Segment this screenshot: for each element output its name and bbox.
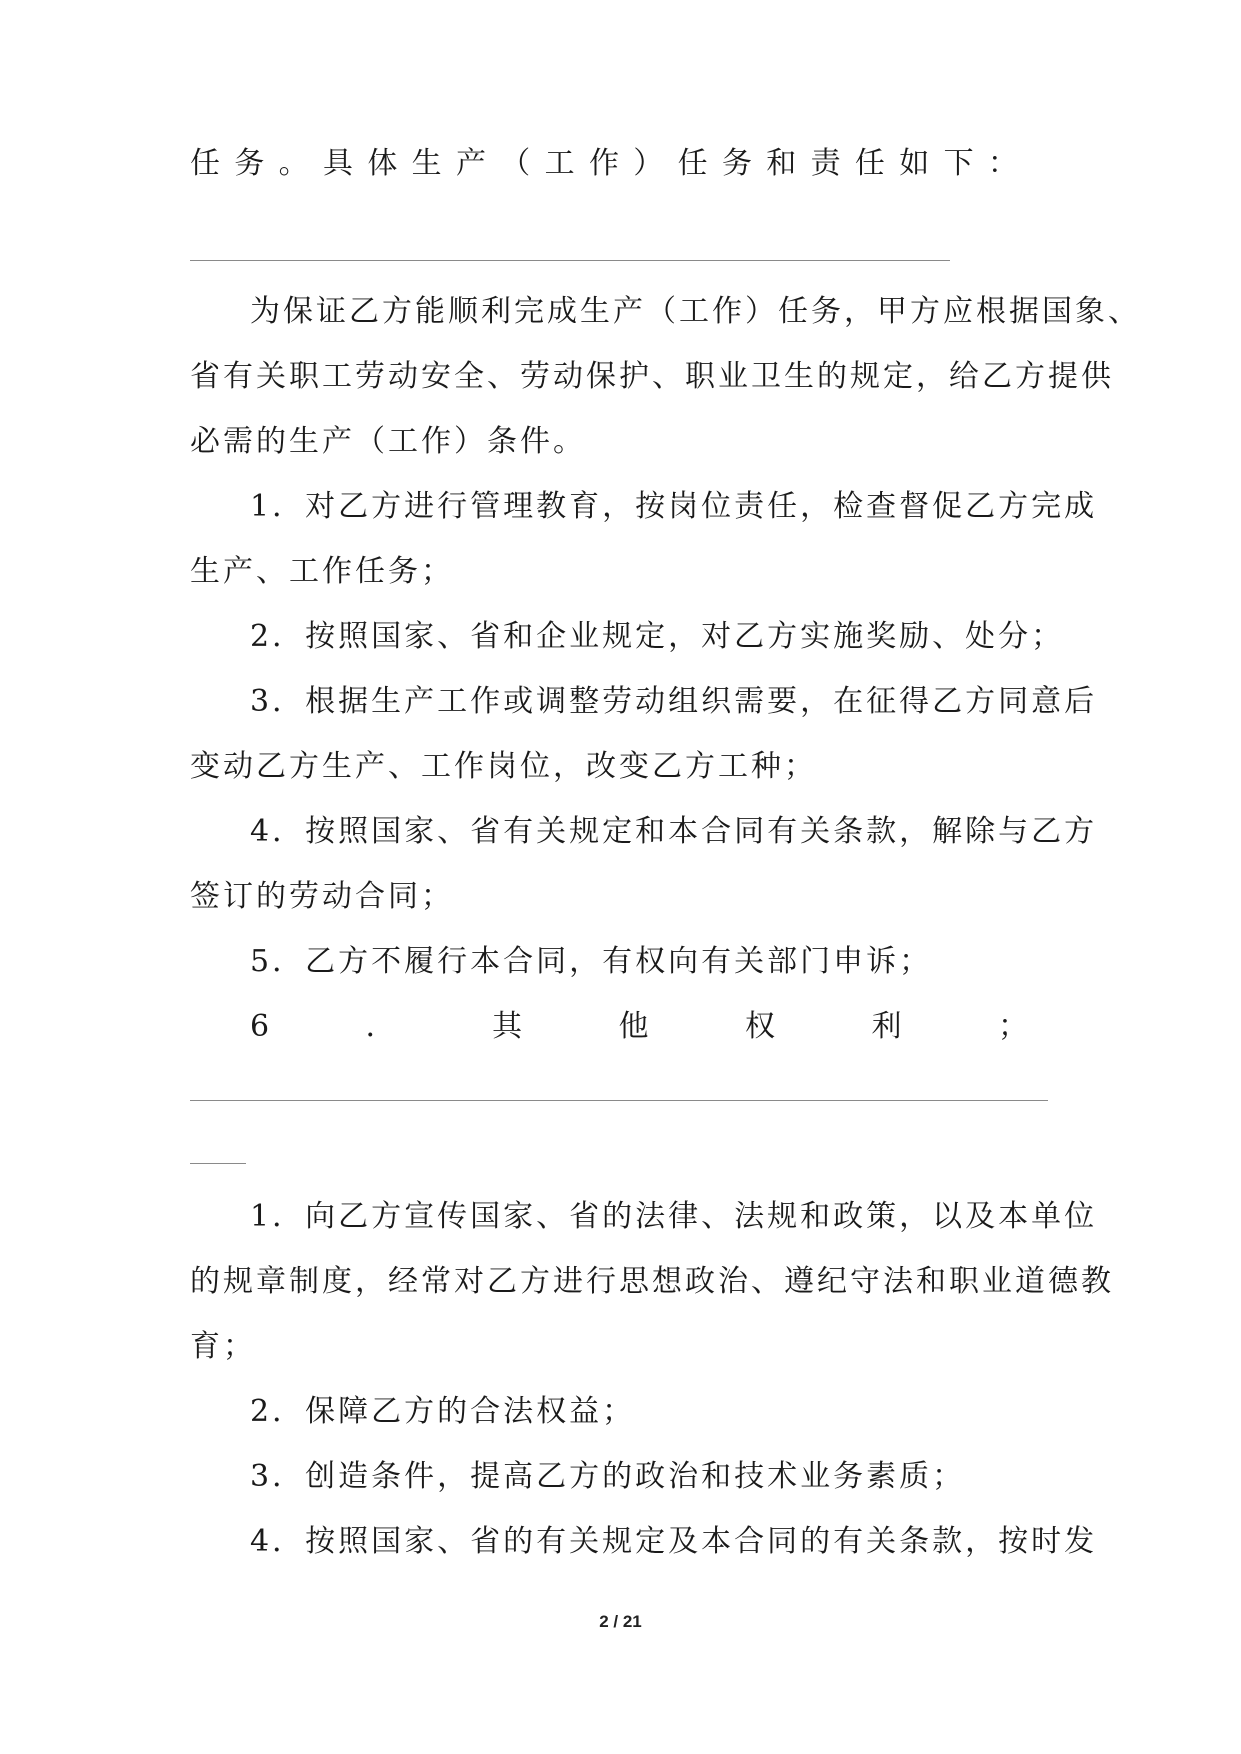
paragraph-line: 必需的生产（工作）条件。	[190, 424, 586, 459]
text-char: 工	[544, 146, 575, 181]
text-char: 他	[618, 1009, 649, 1044]
text-char: ：	[987, 146, 1018, 181]
text-char: 6	[250, 1009, 270, 1044]
text-char: 。	[278, 146, 309, 181]
text-char: 任	[190, 146, 220, 181]
text-char: ．	[365, 1009, 396, 1044]
text-char: 其	[492, 1009, 523, 1044]
list-item-line: 签订的劳动合同；	[190, 879, 454, 914]
list-item-line	[250, 1005, 1028, 1049]
text-char: 利	[871, 1009, 902, 1044]
list-item-line: 的规章制度，经常对乙方进行思想政治、遵纪守法和职业道德教	[190, 1264, 1114, 1299]
text-char: 务	[721, 146, 752, 181]
blank-fill-line	[190, 1100, 1048, 1101]
list-item-line: 2．按照国家、省和企业规定，对乙方实施奖励、处分；	[250, 619, 1065, 654]
text-char: 生	[411, 146, 442, 181]
blank-fill-line	[190, 260, 950, 261]
text-char: ）	[633, 146, 664, 181]
text-char: ；	[998, 1009, 1028, 1044]
list-item-line: 生产、工作任务；	[190, 554, 454, 589]
list-item-line: 育；	[190, 1329, 256, 1364]
text-char: 任	[854, 146, 885, 181]
list-item-line: 1．向乙方宣传国家、省的法律、法规和政策，以及本单位	[250, 1199, 1098, 1234]
blank-fill-line	[190, 1163, 246, 1164]
list-item-line: 3．创造条件，提高乙方的政治和技术业务素质；	[250, 1459, 966, 1494]
list-item-line: 5．乙方不履行本合同，有权向有关部门申诉；	[250, 944, 933, 979]
text-char: 和	[766, 146, 797, 181]
text-char: （	[500, 146, 531, 181]
list-item-line: 变动乙方生产、工作岗位，改变乙方工种；	[190, 749, 817, 784]
text-char: 作	[588, 146, 619, 181]
list-item-line: 2．保障乙方的合法权益；	[250, 1394, 636, 1429]
text-char: 下	[943, 146, 974, 181]
page-number: 2 / 21	[599, 1612, 642, 1631]
text-char: 责	[810, 146, 841, 181]
text-char: 如	[899, 146, 930, 181]
list-item-line: 4．按照国家、省的有关规定及本合同的有关条款，按时发	[250, 1524, 1098, 1559]
list-item-line: 4．按照国家、省有关规定和本合同有关条款，解除与乙方	[250, 814, 1098, 849]
text-char: 体	[367, 146, 398, 181]
list-item-line: 1．对乙方进行管理教育，按岗位责任，检查督促乙方完成	[250, 489, 1098, 524]
list-item-line: 3．根据生产工作或调整劳动组织需要，在征得乙方同意后	[250, 684, 1098, 719]
text-char: 权	[745, 1009, 776, 1044]
text-char: 具	[322, 146, 353, 181]
paragraph-line: 为保证乙方能顺利完成生产（工作）任务，甲方应根据国象、	[250, 294, 1141, 329]
text-char: 务	[234, 146, 265, 181]
paragraph-line: 省有关职工劳动安全、劳动保护、职业卫生的规定，给乙方提供	[190, 359, 1114, 394]
document-line	[190, 142, 1018, 186]
text-char: 产	[455, 146, 486, 181]
text-char: 任	[677, 146, 708, 181]
